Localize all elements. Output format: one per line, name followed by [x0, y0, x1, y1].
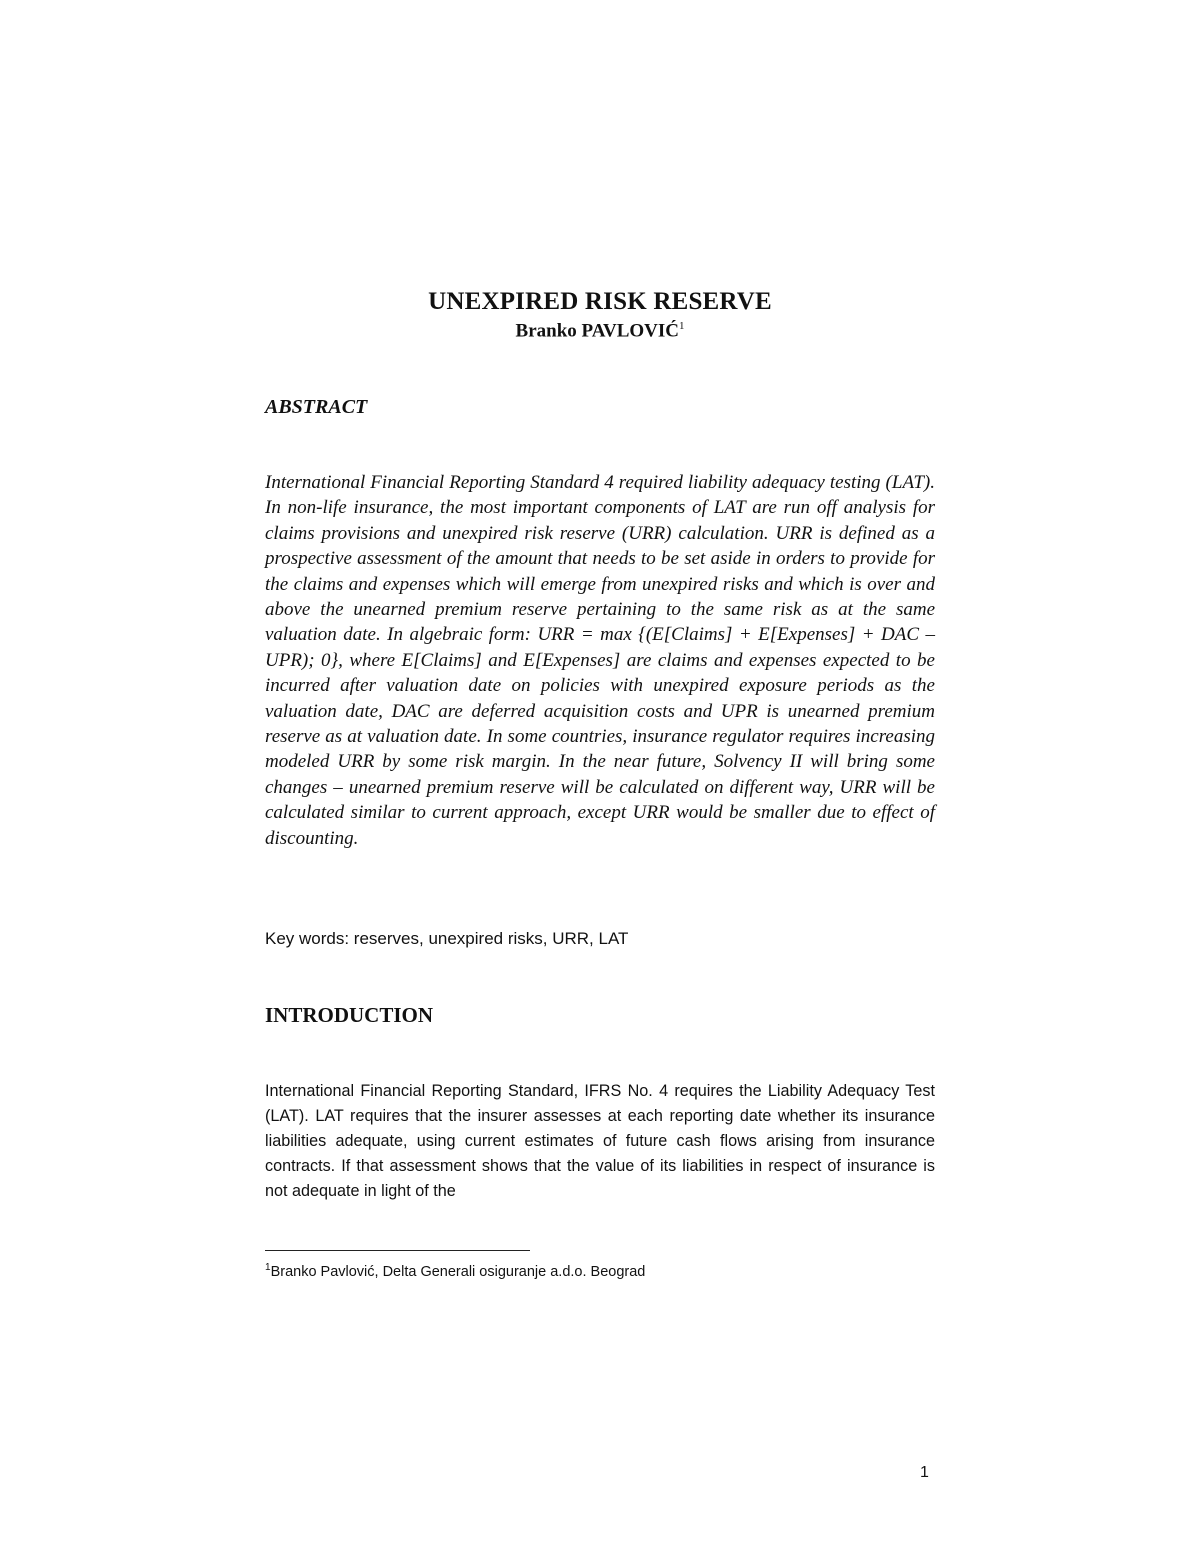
author-footnote-mark: 1 [678, 320, 685, 332]
footnote-divider [265, 1250, 530, 1251]
footnote [265, 1262, 935, 1280]
page-number: 1 [920, 1464, 929, 1481]
abstract-heading: ABSTRACT [265, 396, 368, 418]
introduction-text: International Financial Reporting Standard, IFRS No. 4 requires the Liability Adequacy Test (LAT). LAT requires that the insurer assesses at each reporting date whether its insurance liabilities adequate, using current estimates of future cash flows arising from insurance contracts. If that assessment shows that the value of its liabilities in respect of insurance is not adequate in light of the [265, 1082, 935, 1200]
footnote-text: Branko Pavlović, Delta Generali osiguranje a.d.o. Beograd [270, 1263, 646, 1280]
abstract-text: International Financial Reporting Standard 4 required liability adequacy testing (LAT). In non-life insurance, the most important components of LAT are run off analysis for claims provisions and unexpired risk reserve (URR) calculation. URR is defined as a prospective assessment of the amount that needs to be set aside in orders to provide for the claims and expenses which will emerge from unexpired risks and which is over and above the unearned premium reserve pertaining to the same risk as at the same valuation date. In algebraic form: URR = max {(E[Claims] + E[Expenses] + DAC – UPR); 0}, where E[Claims] and E[Expenses] are claims and expenses expected to be incurred after valuation date on policies with unexpired exposure periods as the valuation date, DAC are deferred acquisition costs and UPR is unearned premium reserve as at valuation date. In some countries, insurance regulator requires increasing modeled URR by some risk margin. In the near future, Solvency II will bring some changes – unearned premium reserve will be calculated on different way, URR will be calculated similar to current approach, except URR would be smaller due to effect of discounting. [265, 472, 935, 849]
keywords: Key words: reserves, unexpired risks, URR, LAT [265, 929, 629, 948]
footnote-mark: 1 [265, 1262, 271, 1273]
author-name: Branko PAVLOVIĆ [515, 320, 679, 342]
paper-title: UNEXPIRED RISK RESERVE [428, 288, 772, 315]
author-line [0, 320, 1200, 342]
section-heading-introduction: INTRODUCTION [265, 1003, 434, 1027]
